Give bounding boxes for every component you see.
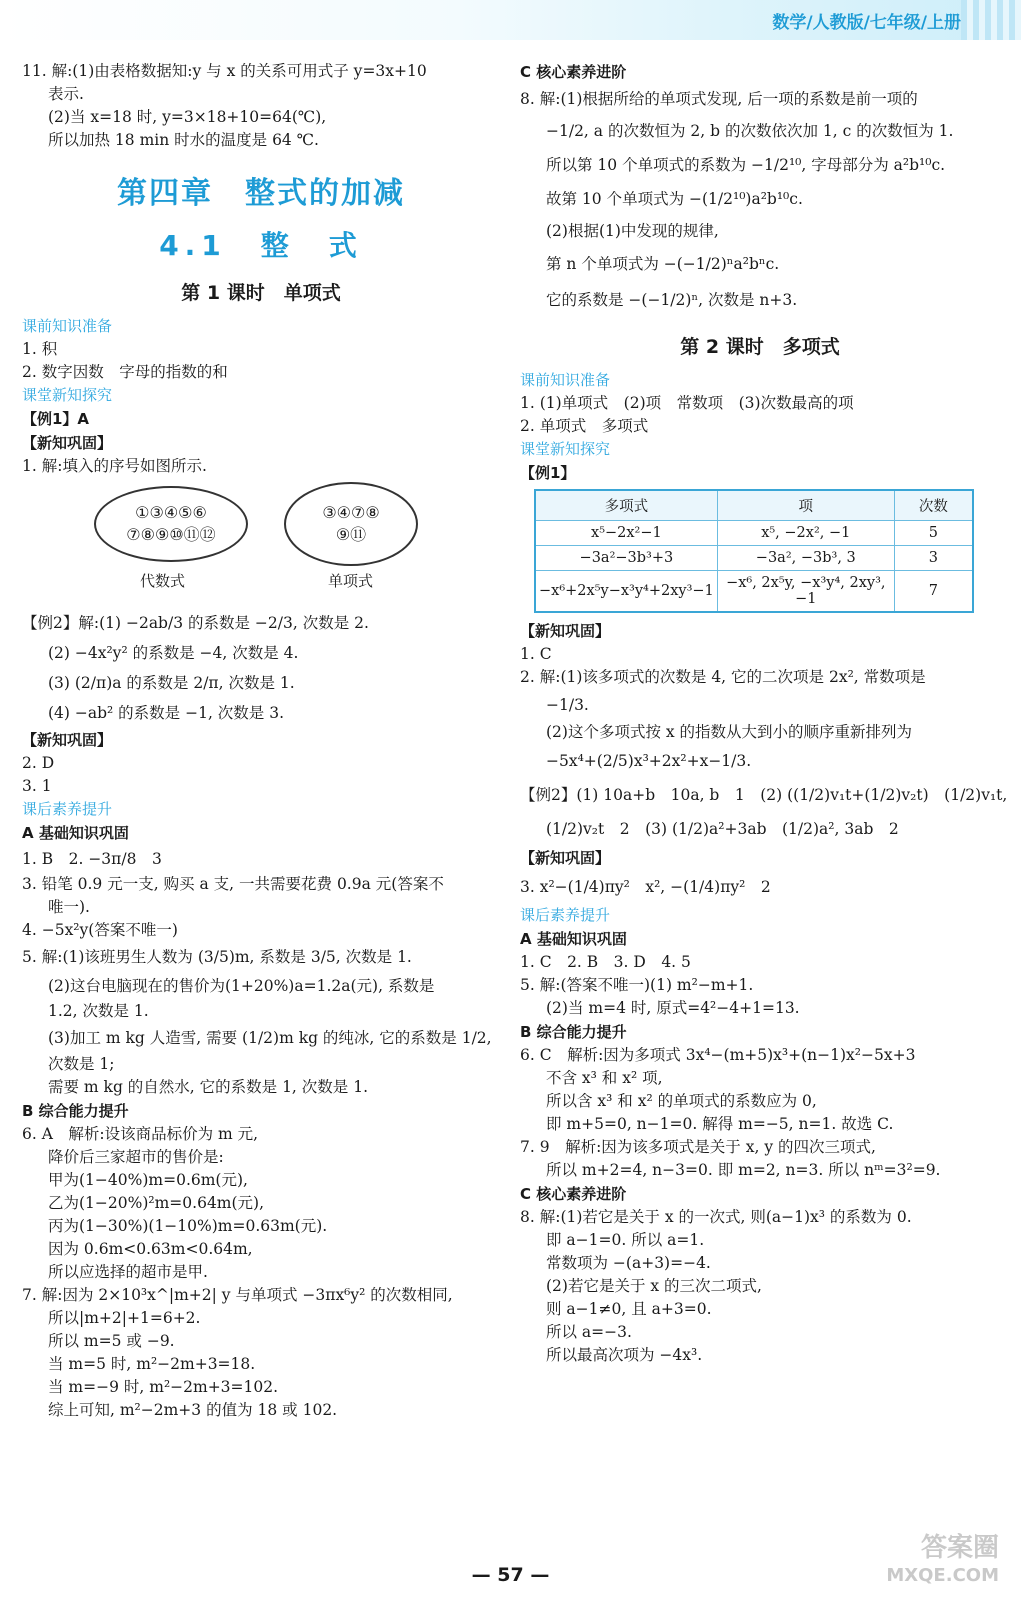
answer-line: 常数项为 −(a+3)=−4.	[546, 1254, 711, 1272]
pre-knowledge-heading: 课前知识准备	[520, 371, 611, 389]
answer-line: 8. 解:(1)根据所给的单项式发现, 后一项的系数是前一项的	[520, 90, 918, 108]
answer-line: 7. 9 解析:因为该多项式是关于 x, y 的四次三项式,	[520, 1138, 876, 1156]
answer-line: 3. 1	[22, 777, 52, 795]
answer-line: 3. x²−(1/4)πy² x², −(1/4)πy² 2	[520, 878, 771, 896]
watermark	[886, 1534, 999, 1590]
answer-line: 当 m=5 时, m²−2m+3=18.	[48, 1355, 256, 1373]
left-column	[22, 60, 500, 1422]
set-diagrams	[22, 482, 500, 600]
answer-line: −5x⁴+(2/5)x³+2x²+x−1/3.	[546, 752, 752, 770]
table-cell: −x⁶+2x⁵y−x³y⁴+2xy³−1	[535, 571, 717, 613]
q11-line: 所以加热 18 min 时水的温度是 64 ℃.	[48, 131, 319, 149]
answer-line: 丙为(1−30%)(1−10%)m=0.63m(元).	[48, 1217, 328, 1235]
answer-line: 综上可知, m²−2m+3 的值为 18 或 102.	[48, 1401, 338, 1419]
after-class-heading: 课后素养提升	[22, 800, 113, 818]
answer-line: 所以|m+2|+1=6+2.	[48, 1309, 201, 1327]
consolidate-heading: 【新知巩固】	[520, 622, 611, 640]
class-explore-heading: 课堂新知探究	[520, 440, 611, 458]
answer-line: 所以 m=5 或 −9.	[48, 1332, 175, 1350]
answer-line: 2. 解:(1)该多项式的次数是 4, 它的二次项是 2x², 常数项是	[520, 668, 926, 686]
table-cell: x⁵, −2x², −1	[717, 521, 894, 546]
answer-line: (2)若它是关于 x 的三次二项式,	[546, 1277, 762, 1295]
table-header: 多项式	[535, 490, 717, 521]
answer-line: 1. B 2. −3π/8 3	[22, 850, 162, 868]
answer-line: 5. 解:(1)该班男生人数为 (3/5)m, 系数是 3/5, 次数是 1.	[22, 948, 412, 966]
answer-line: 故第 10 个单项式为 −(1/2¹⁰)a²b¹⁰c.	[546, 190, 803, 208]
answer-line: 所以 m+2=4, n−3=0. 即 m=2, n=3. 所以 nᵐ=3²=9.	[546, 1161, 941, 1179]
part-b-heading: B 综合能力提升	[520, 1023, 627, 1041]
ellipse-row: ⑦⑧⑨⑩⑪⑫	[126, 525, 216, 544]
answer-line: 所以 a=−3.	[546, 1323, 632, 1341]
table-row	[535, 571, 973, 613]
answer-line: (2)这台电脑现在的售价为(1+20%)a=1.2a(元), 系数是	[48, 977, 435, 995]
q11-line: 11. 解:(1)由表格数据知:y 与 x 的关系可用式子 y=3x+10	[22, 62, 427, 80]
answer-line: (2)这个多项式按 x 的指数从大到小的顺序重新排列为	[546, 723, 913, 741]
answer-line: 2. 单项式 多项式	[520, 417, 649, 435]
answer-line: 即 a−1=0. 所以 a=1.	[546, 1231, 705, 1249]
table-header-row	[535, 490, 973, 521]
answer-line: 1.2, 次数是 1.	[48, 1002, 149, 1020]
part-b-heading: B 综合能力提升	[22, 1102, 129, 1120]
answer-line: 所以最高次项为 −4x³.	[546, 1346, 703, 1364]
answer-line: 2. D	[22, 754, 55, 772]
answer-line: 唯一).	[48, 898, 90, 916]
answer-line: 6. C 解析:因为多项式 3x⁴−(m+5)x³+(n−1)x²−5x+3	[520, 1046, 916, 1064]
answer-line: 甲为(1−40%)m=0.6m(元),	[48, 1171, 248, 1189]
consolidate-heading: 【新知巩固】	[22, 434, 113, 452]
answer-line: 1. 解:填入的序号如图所示.	[22, 457, 207, 475]
table-cell: x⁵−2x²−1	[535, 521, 717, 546]
answer-line: 8. 解:(1)若它是关于 x 的一次式, 则(a−1)x³ 的系数为 0.	[520, 1208, 912, 1226]
consolidate-heading: 【新知巩固】	[22, 731, 113, 749]
answer-line: 4. −5x²y(答案不唯一)	[22, 921, 178, 939]
answer-line: 因为 0.6m<0.63m<0.64m,	[48, 1240, 253, 1258]
example-1: 【例1】	[520, 464, 576, 482]
header-bar	[0, 0, 1021, 40]
consolidate-heading: 【新知巩固】	[520, 849, 611, 867]
answer-line: 乙为(1−20%)²m=0.64m(元),	[48, 1194, 265, 1212]
answer-line: (3)加工 m kg 人造雪, 需要 (1/2)m kg 的纯冰, 它的系数是 1/2,	[48, 1029, 492, 1047]
answer-line: 2. 数字因数 字母的指数的和	[22, 363, 228, 381]
part-c-heading: C 核心素养进阶	[520, 63, 627, 81]
part-c-heading: C 核心素养进阶	[520, 1185, 627, 1203]
answer-line: 则 a−1≠0, 且 a+3=0.	[546, 1300, 712, 1318]
pre-knowledge-heading: 课前知识准备	[22, 317, 113, 335]
answer-line: 需要 m kg 的自然水, 它的系数是 1, 次数是 1.	[48, 1078, 369, 1096]
table-row	[535, 546, 973, 571]
polynomial-table	[534, 489, 974, 613]
lesson-title: 第 1 课时 单项式	[181, 282, 341, 304]
table-row	[535, 521, 973, 546]
watermark-line: 答案圈	[920, 1533, 999, 1563]
algebraic-expression-ellipse	[94, 486, 248, 562]
answer-line: 所以第 10 个单项式的系数为 −1/2¹⁰, 字母部分为 a²b¹⁰c.	[546, 156, 946, 174]
answer-line: 1. C 2. B 3. D 4. 5	[520, 953, 691, 971]
answer-line: 当 m=−9 时, m²−2m+3=102.	[48, 1378, 279, 1396]
part-a-heading: A 基础知识巩固	[22, 824, 129, 842]
answer-line: 5. 解:(答案不唯一)(1) m²−m+1.	[520, 976, 754, 994]
example-1: 【例1】A	[22, 410, 90, 428]
lesson-2-title: 第 2 课时 多项式	[680, 336, 840, 358]
after-class-heading: 课后素养提升	[520, 906, 611, 924]
right-column	[520, 60, 1008, 1367]
answer-line: 1. C	[520, 645, 552, 663]
book-label: 数学/人教版/七年级/上册	[772, 13, 961, 33]
q11-line: 表示.	[48, 85, 84, 103]
answer-line: 次数是 1;	[48, 1055, 115, 1073]
header-decoration	[961, 0, 1021, 40]
answer-line: 第 n 个单项式为 −(−1/2)ⁿa²bⁿc.	[546, 255, 780, 273]
example-2-line: (3) (2/π)a 的系数是 2/π, 次数是 1.	[48, 674, 295, 692]
example-2-line: 【例2】(1) 10a+b 10a, b 1 (2) ((1/2)v₁t+(1/2)v₂t) (1/2)v₁t,	[520, 786, 1008, 804]
answer-line: 即 m+5=0, n−1=0. 解得 m=−5, n=1. 故选 C.	[546, 1115, 894, 1133]
answer-line: 降价后三家超市的售价是:	[48, 1148, 224, 1166]
monomial-ellipse	[284, 482, 418, 566]
answer-line: 所以应选择的超市是甲.	[48, 1263, 208, 1281]
page-number: — 57 —	[471, 1564, 550, 1586]
class-explore-heading: 课堂新知探究	[22, 386, 113, 404]
part-a-heading: A 基础知识巩固	[520, 930, 627, 948]
ellipse-row: ⑨⑪	[335, 525, 367, 544]
ellipse-caption: 单项式	[328, 572, 374, 590]
answer-line: 所以含 x³ 和 x² 的单项式的系数应为 0,	[546, 1092, 817, 1110]
chapter-title: 第四章 整式的加减	[117, 176, 405, 211]
table-cell: −3a², −3b³, 3	[717, 546, 894, 571]
example-2-line: (4) −ab² 的系数是 −1, 次数是 3.	[48, 704, 285, 722]
table-header: 项	[717, 490, 894, 521]
ellipse-row: ①③④⑤⑥	[135, 503, 207, 522]
example-2-line: 【例2】解:(1) −2ab/3 的系数是 −2/3, 次数是 2.	[22, 614, 369, 632]
example-2-line: (2) −4x²y² 的系数是 −4, 次数是 4.	[48, 644, 299, 662]
answer-line: 7. 解:因为 2×10³x^|m+2| y 与单项式 −3πx⁶y² 的次数相同,	[22, 1286, 453, 1304]
q11-line: (2)当 x=18 时, y=3×18+10=64(℃),	[48, 108, 327, 126]
section-title: 4.1 整 式	[159, 229, 363, 262]
answer-line: (2)根据(1)中发现的规律,	[546, 222, 719, 240]
answer-line: (2)当 m=4 时, 原式=4²−4+1=13.	[546, 999, 800, 1017]
table-cell: 5	[894, 521, 973, 546]
watermark-line: MXQE.COM	[886, 1565, 999, 1586]
table-cell: −3a²−3b³+3	[535, 546, 717, 571]
answer-line: 它的系数是 −(−1/2)ⁿ, 次数是 n+3.	[546, 291, 798, 309]
table-header: 次数	[894, 490, 973, 521]
example-2-line: (1/2)v₂t 2 (3) (1/2)a²+3ab (1/2)a², 3ab 2	[546, 820, 899, 838]
answer-line: 6. A 解析:设该商品标价为 m 元,	[22, 1125, 259, 1143]
ellipse-row: ③④⑦⑧	[322, 503, 380, 522]
answer-line: 3. 铅笔 0.9 元一支, 购买 a 支, 一共需要花费 0.9a 元(答案不	[22, 875, 444, 893]
answer-line: −1/3.	[546, 696, 589, 714]
table-cell: −x⁶, 2x⁵y, −x³y⁴, 2xy³, −1	[717, 571, 894, 613]
answer-line: 不含 x³ 和 x² 项,	[546, 1069, 663, 1087]
ellipse-caption: 代数式	[140, 572, 186, 590]
answer-line: 1. 积	[22, 340, 58, 358]
answer-line: −1/2, a 的次数恒为 2, b 的次数依次加 1, c 的次数恒为 1.	[546, 122, 954, 140]
table-cell: 3	[894, 546, 973, 571]
table-cell: 7	[894, 571, 973, 613]
answer-line: 1. (1)单项式 (2)项 常数项 (3)次数最高的项	[520, 394, 854, 412]
